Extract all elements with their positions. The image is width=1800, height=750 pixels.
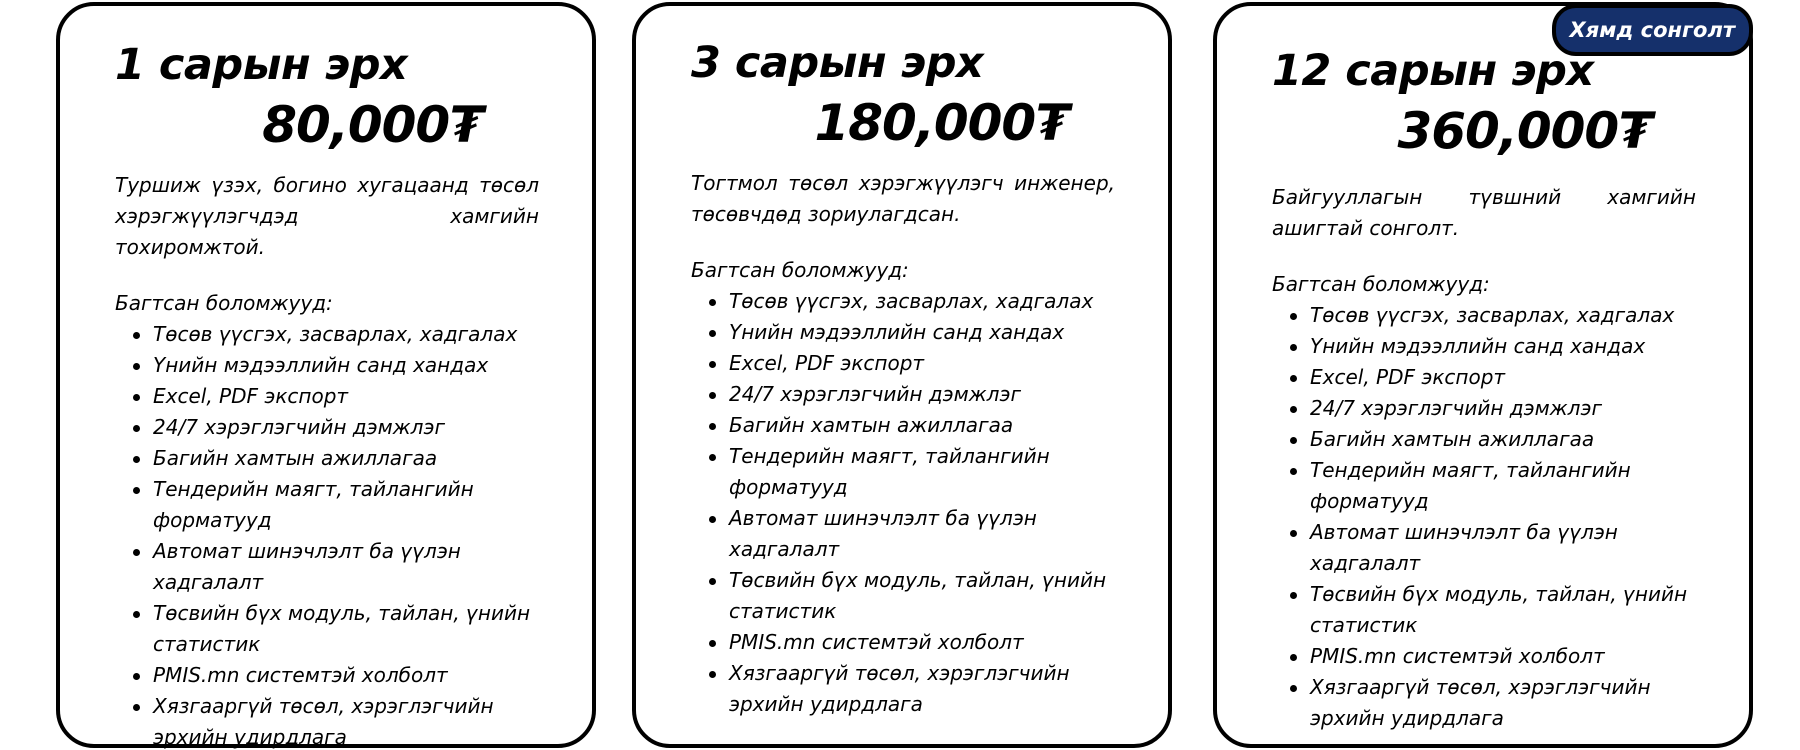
plan-price: 80,000₮ bbox=[262, 96, 483, 154]
feature-item: 24/7 хэрэглэгчийн дэмжлэг bbox=[115, 412, 539, 443]
bullet-icon bbox=[709, 361, 716, 368]
plan-description: Туршиж үзэх, богино хугацаанд төсөл хэрэгжүүлэгчдэд хамгийн тохиромжтой. bbox=[115, 173, 539, 259]
plan-card-content bbox=[115, 36, 539, 750]
bullet-icon bbox=[133, 611, 140, 618]
feature-item: Excel, PDF экспорт bbox=[691, 348, 1115, 379]
feature-item: Автомат шинэчлэлт ба үүлэн хадгалалт bbox=[1272, 517, 1696, 579]
feature-item: 24/7 хэрэглэгчийн дэмжлэг bbox=[691, 379, 1115, 410]
feature-item: Төсөв үүсгэх, засварлах, хадгалах bbox=[115, 319, 539, 350]
features-list bbox=[691, 286, 1111, 720]
bullet-icon bbox=[1290, 592, 1297, 599]
plan-title: 12 сарын эрх bbox=[1272, 46, 1594, 96]
feature-item: Үнийн мэдээллийн санд хандах bbox=[115, 350, 539, 381]
feature-item: Төсөв үүсгэх, засварлах, хадгалах bbox=[1272, 300, 1696, 331]
best-value-badge: Хямд сонголт bbox=[1552, 4, 1753, 56]
bullet-icon bbox=[709, 423, 716, 430]
feature-item: Автомат шинэчлэлт ба үүлэн хадгалалт bbox=[115, 536, 539, 598]
bullet-icon bbox=[709, 640, 716, 647]
bullet-icon bbox=[133, 456, 140, 463]
plan-title: 1 сарын эрх bbox=[115, 40, 408, 90]
features-list bbox=[1272, 300, 1692, 734]
bullet-icon bbox=[133, 704, 140, 711]
feature-item: Багийн хамтын ажиллагаа bbox=[691, 410, 1115, 441]
feature-item: Хязгааргүй төсөл, хэрэглэгчийн эрхийн удирдлага bbox=[1272, 672, 1696, 734]
plan-card-1-month[interactable] bbox=[56, 2, 596, 748]
plan-title: 3 сарын эрх bbox=[691, 38, 984, 88]
plan-card-content bbox=[691, 34, 1115, 720]
bullet-icon bbox=[709, 299, 716, 306]
plan-price: 180,000₮ bbox=[814, 94, 1069, 152]
feature-item: Хязгааргүй төсөл, хэрэглэгчийн эрхийн удирдлага bbox=[115, 691, 539, 750]
bullet-icon bbox=[1290, 468, 1297, 475]
feature-item: Автомат шинэчлэлт ба үүлэн хадгалалт bbox=[691, 503, 1115, 565]
bullet-icon bbox=[1290, 685, 1297, 692]
features-label: Багтсан боломжууд: bbox=[691, 258, 909, 282]
bullet-icon bbox=[133, 363, 140, 370]
feature-item: Excel, PDF экспорт bbox=[115, 381, 539, 412]
features-label: Багтсан боломжууд: bbox=[115, 291, 333, 315]
bullet-icon bbox=[709, 392, 716, 399]
feature-item: Багийн хамтын ажиллагаа bbox=[1272, 424, 1696, 455]
plan-description: Тогтмол төсөл хэрэгжүүлэгч инженер, төсөвчдөд зориулагдсан. bbox=[691, 171, 1115, 226]
plan-card-content bbox=[1272, 42, 1696, 734]
plan-description: Байгууллагын түвшний хамгийн ашигтай сонголт. bbox=[1272, 185, 1696, 240]
bullet-icon bbox=[133, 394, 140, 401]
bullet-icon bbox=[133, 487, 140, 494]
plan-price: 360,000₮ bbox=[1397, 102, 1652, 160]
bullet-icon bbox=[709, 578, 716, 585]
feature-item: Тендерийн маягт, тайлангийн форматууд bbox=[1272, 455, 1696, 517]
feature-item: Хязгааргүй төсөл, хэрэглэгчийн эрхийн удирдлага bbox=[691, 658, 1115, 720]
feature-item: Үнийн мэдээллийн санд хандах bbox=[691, 317, 1115, 348]
feature-item: Тендерийн маягт, тайлангийн форматууд bbox=[115, 474, 539, 536]
bullet-icon bbox=[709, 671, 716, 678]
feature-item: PMIS.mn системтэй холболт bbox=[115, 660, 539, 691]
bullet-icon bbox=[709, 516, 716, 523]
bullet-icon bbox=[1290, 313, 1297, 320]
plan-card-3-months[interactable] bbox=[632, 2, 1172, 748]
feature-item: 24/7 хэрэглэгчийн дэмжлэг bbox=[1272, 393, 1696, 424]
feature-item: Тендерийн маягт, тайлангийн форматууд bbox=[691, 441, 1115, 503]
feature-item: PMIS.mn системтэй холболт bbox=[691, 627, 1115, 658]
feature-item: Төсвийн бүх модуль, тайлан, үнийн статистик bbox=[1272, 579, 1696, 641]
plan-card-12-months[interactable] bbox=[1213, 2, 1753, 748]
feature-item: PMIS.mn системтэй холболт bbox=[1272, 641, 1696, 672]
feature-item: Үнийн мэдээллийн санд хандах bbox=[1272, 331, 1696, 362]
feature-item: Excel, PDF экспорт bbox=[1272, 362, 1696, 393]
bullet-icon bbox=[133, 673, 140, 680]
features-list bbox=[115, 319, 535, 750]
bullet-icon bbox=[1290, 437, 1297, 444]
feature-item: Багийн хамтын ажиллагаа bbox=[115, 443, 539, 474]
feature-item: Төсөв үүсгэх, засварлах, хадгалах bbox=[691, 286, 1115, 317]
feature-item: Төсвийн бүх модуль, тайлан, үнийн статистик bbox=[115, 598, 539, 660]
bullet-icon bbox=[1290, 654, 1297, 661]
bullet-icon bbox=[1290, 530, 1297, 537]
bullet-icon bbox=[709, 454, 716, 461]
bullet-icon bbox=[133, 332, 140, 339]
bullet-icon bbox=[133, 549, 140, 556]
feature-item: Төсвийн бүх модуль, тайлан, үнийн статистик bbox=[691, 565, 1115, 627]
bullet-icon bbox=[1290, 344, 1297, 351]
bullet-icon bbox=[133, 425, 140, 432]
bullet-icon bbox=[1290, 406, 1297, 413]
features-label: Багтсан боломжууд: bbox=[1272, 272, 1490, 296]
bullet-icon bbox=[1290, 375, 1297, 382]
bullet-icon bbox=[709, 330, 716, 337]
